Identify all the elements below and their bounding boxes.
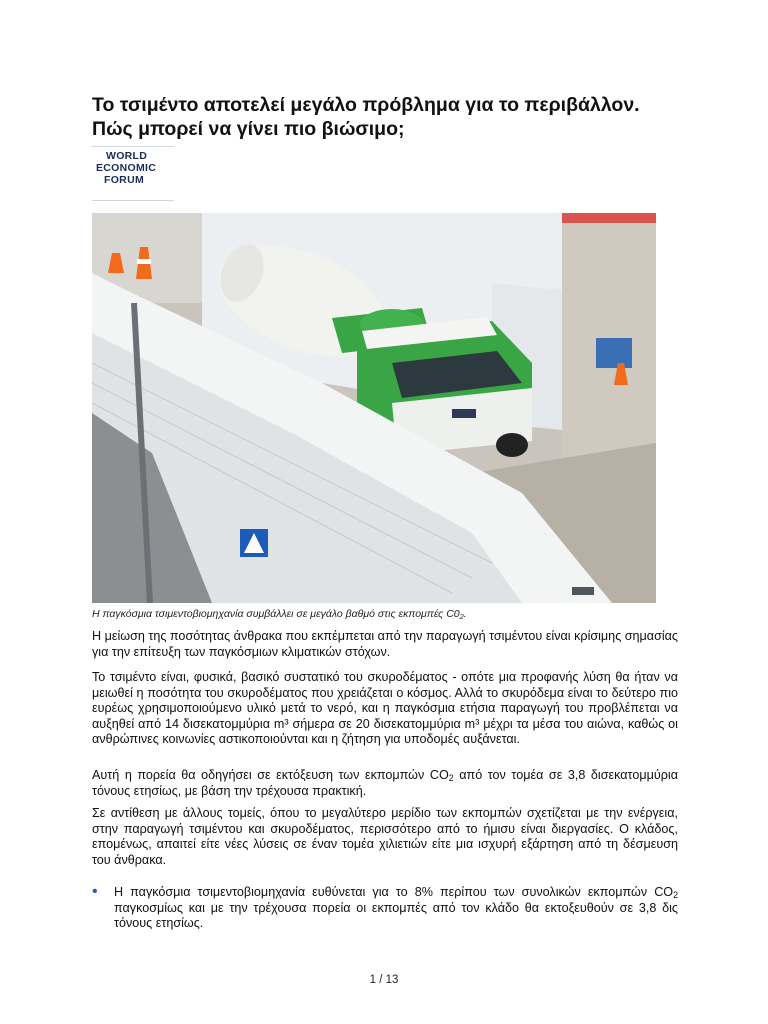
paragraph-concrete: Το τσιμέντο είναι, φυσικά, βασικό συστατικό του σκυροδέματος - οπότε μια προφανής λύση θα ήταν να μειωθεί η ποσότητα του σκυροδέματος που χρειάζεται ο κόσμος. Αλλά το σκυρόδεμα είναι το δεύτερο πιο ευρέως χρησιμοποιούμενο υλικό μετά το νερό, και η παγκόσμια ετήσια παραγωγή του προβλέπεται να αυξηθεί από 14 δισεκατομμύρια m³ σήμερα σε 20 δισεκατομμύρια m³ μέχρι τα μέσα του αιώνα, καθώς οι ανθρώπινες κοινωνίες αστικοποιούνται και η ζήτηση για υποδομές αυξάνεται.: [92, 670, 678, 747]
document-title: [92, 93, 692, 141]
title-line-1: Το τσιμέντο αποτελεί μεγάλο πρόβλημα για το περιβάλλον.: [92, 94, 640, 116]
caption-suffix: .: [463, 608, 467, 620]
paragraph-intro: Η μείωση της ποσότητας άνθρακα που εκπέμπεται από την παραγωγή τσιμέντου είναι κρίσιμης σημασίας για την επίτευξη των παγκόσμιων κλιματικών στόχων.: [92, 629, 678, 659]
bullet-text-b: παγκοσμίως και με την τρέχουσα πορεία οι εκπομπές από τον κλάδο θα εκτοξευθούν σε 3,8 δις τόνους ετησίως.: [114, 900, 678, 931]
caption-subscript: 2: [459, 612, 464, 621]
bullet-co2-subscript: 2: [673, 890, 678, 900]
logo-line-1: WORLD: [106, 150, 148, 162]
logo-bottom-rule: [92, 200, 174, 201]
logo-top-rule: [92, 146, 174, 147]
world-economic-forum-logo: [92, 150, 174, 202]
logo-line-3: FORUM: [104, 174, 144, 186]
paragraph-emissions: [92, 768, 678, 799]
caption-text: Η παγκόσμια τσιμεντοβιομηχανία συμβάλλει σε μεγάλο βαθμό στις εκπομπές C0: [92, 608, 460, 620]
paragraph-process: Σε αντίθεση με άλλους τομείς, όπου το μεγαλύτερο μερίδιο των εκπομπών σχετίζεται με την ενέργεια, στην παραγωγή τσιμέντου και σκυροδέματος, περισσότερο από το ήμισυ είναι διεργασίες. Ο κλάδος, επομένως, απαιτεί είτε νέες λύσεις σε έναν τομέα χιλιετιών είτε μια ισχυρή εξάρτηση από τη δέσμευση του άνθρακα.: [92, 806, 678, 867]
photo-caption: [92, 608, 467, 620]
title-line-2: Πώς μπορεί να γίνει πιο βιώσιμο;: [92, 118, 405, 140]
bullet-text: [114, 885, 678, 932]
paragraph-emissions-a: Αυτή η πορεία θα οδηγήσει σε εκτόξευση των εκπομπών CO: [92, 768, 449, 782]
paragraph-emissions-b: από τον τομέα σε 3,8 δισεκατομμύρια τόνους ετησίως, με βάση την τρέχουσα πρακτική.: [92, 768, 678, 798]
bullet-text-a: Η παγκόσμια τσιμεντοβιομηχανία ευθύνεται για το 8% περίπου των συνολικών εκπομπών CO: [114, 885, 674, 899]
bullet-icon: •: [92, 883, 98, 900]
cement-truck-photo: [92, 213, 656, 603]
logo-line-2: ECONOMIC: [96, 162, 157, 174]
page-number: 1 / 13: [369, 974, 399, 986]
co2-subscript: 2: [448, 773, 454, 783]
cement-truck-illustration: [92, 213, 656, 603]
